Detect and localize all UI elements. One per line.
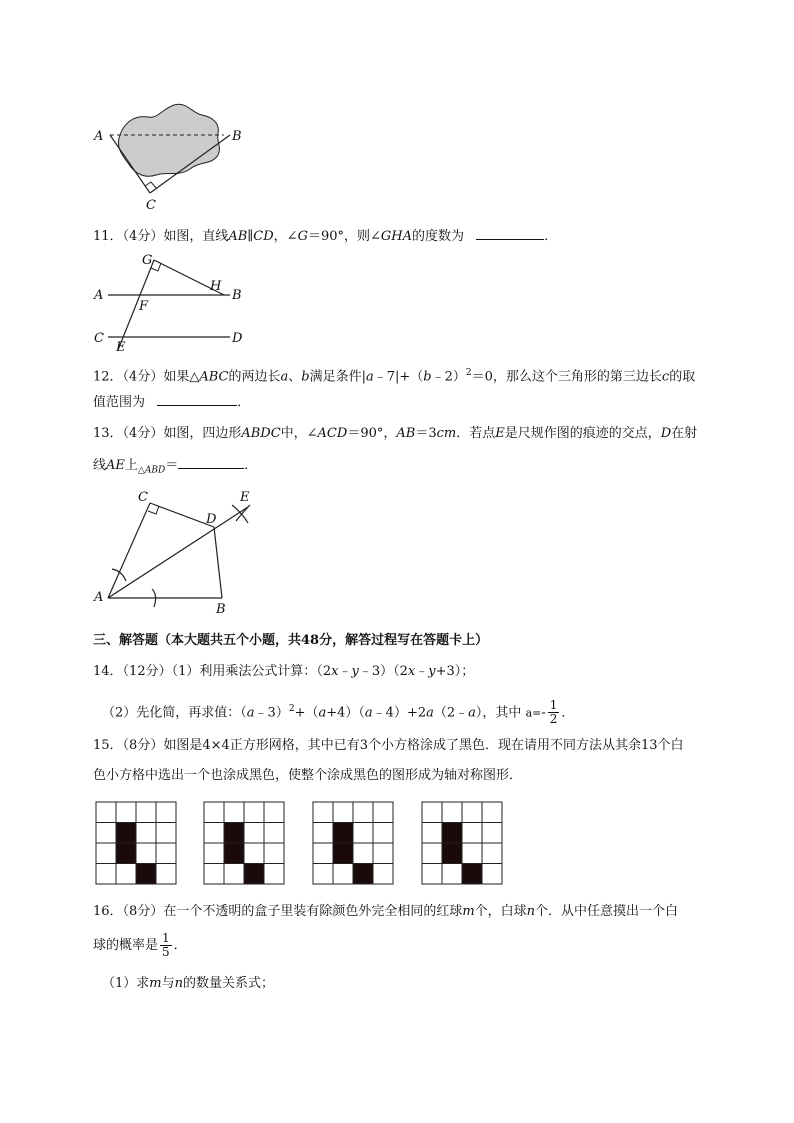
white-cell[interactable] <box>264 843 284 864</box>
white-cell[interactable] <box>156 823 176 844</box>
pond-shape <box>118 104 219 176</box>
label-a: A <box>94 129 104 144</box>
label-e: E <box>116 340 126 355</box>
question-13-line1: 13．（4分）如图，四边形ABDC中，∠ACD＝90°，AB＝3cm．若点E是尺规作图的痕迹的交点，D在射 <box>93 426 698 441</box>
grid-figure-3[interactable] <box>312 801 394 885</box>
black-cell <box>136 864 156 885</box>
white-cell[interactable] <box>462 802 482 823</box>
white-cell[interactable] <box>373 823 393 844</box>
black-cell <box>442 843 462 864</box>
white-cell[interactable] <box>244 823 264 844</box>
label-c: C <box>138 490 148 505</box>
white-cell[interactable] <box>373 802 393 823</box>
white-cell[interactable] <box>204 823 224 844</box>
label-b: B <box>232 129 242 144</box>
ray-ae <box>108 507 248 598</box>
black-cell <box>244 864 264 885</box>
white-cell[interactable] <box>482 823 502 844</box>
label-b: B <box>232 288 242 303</box>
white-cell[interactable] <box>442 802 462 823</box>
section-3-title: 三、解答题（本大题共五个小题，共48分，解答过程写在答题卡上） <box>93 633 489 648</box>
white-cell[interactable] <box>96 823 116 844</box>
white-cell[interactable] <box>353 843 373 864</box>
label-c: C <box>146 198 156 213</box>
black-cell <box>224 843 244 864</box>
question-14-part1: 14．（12分）（1）利用乘法公式计算：（2x﹣y﹣3）（2x﹣y+3）； <box>93 664 475 679</box>
fraction-fifth: $\frac{1}{5}$ <box>162 931 170 959</box>
white-cell[interactable] <box>116 802 136 823</box>
white-cell[interactable] <box>313 843 333 864</box>
question-13-line2: 线AE上$_{\triangle ABD}$＝ ． <box>93 458 258 476</box>
white-cell[interactable] <box>244 802 264 823</box>
white-cell[interactable] <box>313 823 333 844</box>
black-cell <box>333 843 353 864</box>
arc-mark-e1 <box>232 505 248 523</box>
white-cell[interactable] <box>422 843 442 864</box>
white-cell[interactable] <box>224 802 244 823</box>
white-cell[interactable] <box>204 843 224 864</box>
white-cell[interactable] <box>333 802 353 823</box>
white-cell[interactable] <box>422 802 442 823</box>
question-15-line1: 15．（8分）如图是4×4正方形网格，其中已有3个小方格涂成了黑色．现在请用不同方法从其余13个白 <box>93 738 684 753</box>
white-cell[interactable] <box>136 802 156 823</box>
label-h: H <box>210 279 222 294</box>
white-cell[interactable] <box>482 864 502 885</box>
label-a: A <box>94 288 104 303</box>
white-cell[interactable] <box>422 823 442 844</box>
label-c: C <box>94 331 104 346</box>
white-cell[interactable] <box>156 843 176 864</box>
label-e: E <box>240 490 250 505</box>
white-cell[interactable] <box>313 802 333 823</box>
label-b: B <box>216 602 226 617</box>
white-cell[interactable] <box>482 802 502 823</box>
white-cell[interactable] <box>244 843 264 864</box>
grid-figure-2[interactable] <box>203 801 285 885</box>
question-12-line1: 12．（4分）如果△ABC的两边长a、b满足条件|a﹣7|+（b﹣2）$^2$＝0，那么这个三角形的第三边长c的取 <box>93 368 696 385</box>
answer-blank-13[interactable] <box>178 456 244 469</box>
label-g: G <box>142 253 153 268</box>
white-cell[interactable] <box>204 802 224 823</box>
white-cell[interactable] <box>353 802 373 823</box>
white-cell[interactable] <box>136 843 156 864</box>
label-f: F <box>139 299 149 314</box>
figure-q13 <box>90 485 270 620</box>
white-cell[interactable] <box>96 864 116 885</box>
figure-q11 <box>90 250 260 355</box>
white-cell[interactable] <box>373 864 393 885</box>
question-15-line2: 色小方格中选出一个也涂成黑色，使整个涂成黑色的图形成为轴对称图形． <box>93 768 523 783</box>
white-cell[interactable] <box>264 823 284 844</box>
white-cell[interactable] <box>482 843 502 864</box>
white-cell[interactable] <box>96 843 116 864</box>
question-16-line2: 球的概率是 $\frac{1}{5}$ ． <box>93 931 187 959</box>
answer-blank-12[interactable] <box>157 393 237 406</box>
grid-figure-1[interactable] <box>95 801 177 885</box>
black-cell <box>224 823 244 844</box>
question-16-sub1: （1）求m与n的数量关系式； <box>102 976 275 991</box>
grid-figure-4[interactable] <box>421 801 503 885</box>
question-14-part2: （2）先化简，再求值：（a﹣3）$^2$+（a+4）（a﹣4）+2a（2﹣a），其中 a=- $\frac{1}{2}$ ． <box>102 698 575 727</box>
white-cell[interactable] <box>224 864 244 885</box>
arc-mark-ac <box>112 569 126 581</box>
white-cell[interactable] <box>264 864 284 885</box>
white-cell[interactable] <box>313 864 333 885</box>
white-cell[interactable] <box>264 802 284 823</box>
question-11: 11．（4分）如图，直线AB∥CD，∠G＝90°，则∠GHA的度数为 ． <box>93 229 558 244</box>
white-cell[interactable] <box>353 823 373 844</box>
white-cell[interactable] <box>156 802 176 823</box>
right-angle-mark-c <box>148 506 159 514</box>
label-d: D <box>232 331 243 346</box>
white-cell[interactable] <box>462 823 482 844</box>
white-cell[interactable] <box>373 843 393 864</box>
white-cell[interactable] <box>96 802 116 823</box>
white-cell[interactable] <box>116 864 136 885</box>
black-cell <box>442 823 462 844</box>
white-cell[interactable] <box>333 864 353 885</box>
label-a: A <box>94 590 104 605</box>
white-cell[interactable] <box>462 843 482 864</box>
fraction-half: $\frac{1}{2}$ <box>549 698 558 727</box>
label-d: D <box>206 512 217 527</box>
black-cell <box>462 864 482 885</box>
white-cell[interactable] <box>156 864 176 885</box>
question-12-line2: 值范围为 ． <box>93 395 251 410</box>
white-cell[interactable] <box>204 864 224 885</box>
white-cell[interactable] <box>442 864 462 885</box>
answer-blank-11[interactable] <box>476 227 544 240</box>
black-cell <box>333 823 353 844</box>
line-cd <box>150 503 214 527</box>
black-cell <box>116 823 136 844</box>
white-cell[interactable] <box>136 823 156 844</box>
white-cell[interactable] <box>422 864 442 885</box>
black-cell <box>353 864 373 885</box>
line-db <box>214 527 222 598</box>
question-16-line1: 16．（8分）在一个不透明的盒子里装有除颜色外完全相同的红球m个，白球n个．从中任意摸出一个白 <box>93 904 679 919</box>
figure-q10 <box>90 95 260 215</box>
black-cell <box>116 843 136 864</box>
